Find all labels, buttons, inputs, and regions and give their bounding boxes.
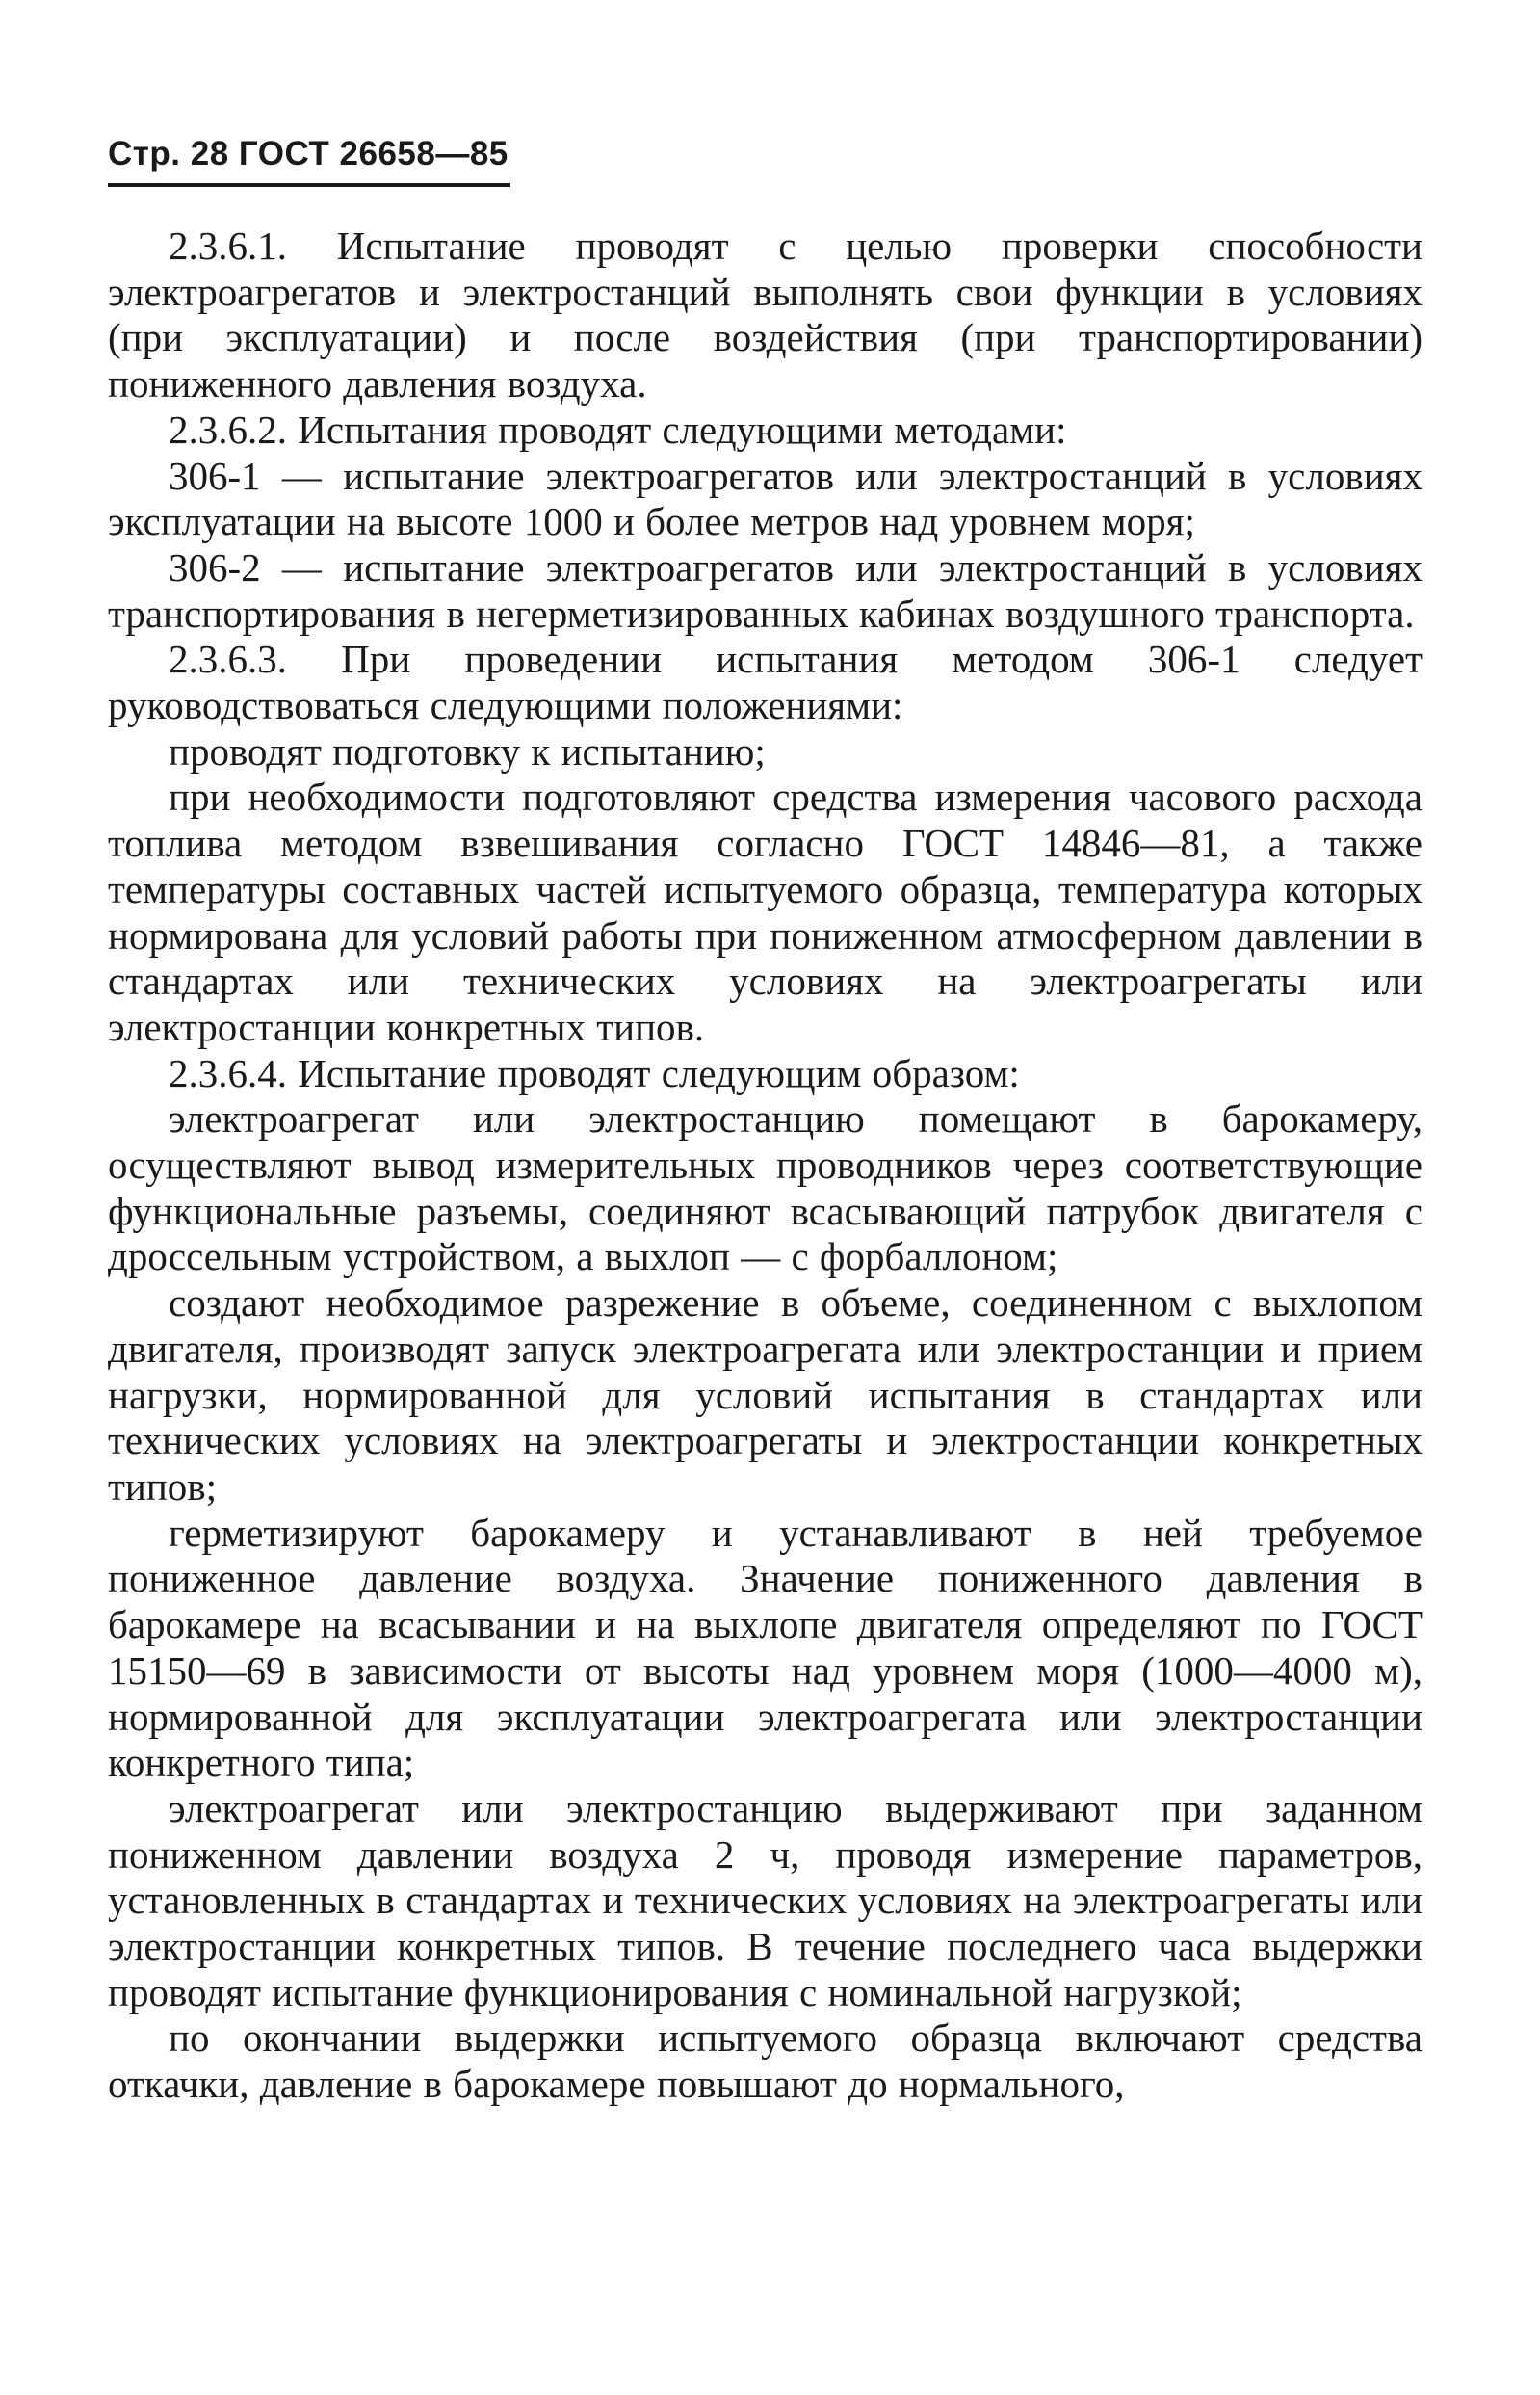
paragraph-2-3-6-4: 2.3.6.4. Испытание проводят следующим образом: (169, 1050, 1020, 1095)
paragraph-2-3-6-3: 2.3.6.3. При проведении испытания методом 306-1 следует руководствоваться следующими положениями: (108, 637, 1423, 728)
header-rule (108, 183, 510, 187)
paragraph-2-3-6-1: 2.3.6.1. Испытание проводят с целью проверки способности электроагрегатов и электростанций выполнять свои функции в условиях (при эксплуатации) и после воздействия (при транспортировании) пониженного давления воздуха. (108, 224, 1423, 407)
paragraph-measurement-means: при необходимости подготовляют средства измерения часового расхода топлива методом взвешивания согласно ГОСТ 14846—81, а также температуры составных частей испытуемого образца, температура которых нормирована для условий работы при пониженном атмосферном давлении в стандартах или технических условиях на электроагрегаты или электростанции конкретных типов. (108, 775, 1423, 1049)
paragraph-sealing-pressure: герметизируют барокамеру и устанавливают в ней требуемое пониженное давление воздуха. Значение пониженного давления в барокамере на всасывании и на выхлопе двигателя определяют по ГОСТ 15150—69 в зависимости от высоты над уровнем моря (1000—4000 м), нормированной для эксплуатации электроагрегата или электростанции конкретного типа; (108, 1510, 1423, 1785)
page-header: Стр. 28 ГОСТ 26658—85 (108, 135, 509, 172)
paragraph-completion: по окончании выдержки испытуемого образца включают средства откачки, давление в барокамере повышают до нормального, (108, 2015, 1423, 2107)
paragraph-method-306-2: 306-2 — испытание электроагрегатов или электростанций в условиях транспортирования в негерметизированных кабинах воздушного транспорта. (108, 544, 1423, 636)
paragraph-vacuum-start: создают необходимое разрежение в объеме, соединенном с выхлопом двигателя, производят запуск электроагрегата или электростанции и прием нагрузки, нормированной для условий испытания в стандартах или технических условиях на электроагрегаты и электростанции конкретных типов; (108, 1280, 1423, 1509)
paragraph-method-306-1: 306-1 — испытание электроагрегатов или электростанций в условиях эксплуатации на высоте 1000 и более метров над уровнем моря; (108, 453, 1423, 544)
paragraph-preparation: проводят подготовку к испытанию; (169, 728, 766, 774)
paragraph-chamber-placement: электроагрегат или электростанцию помещают в барокамеру, осуществляют вывод измерительных проводников через соответствующие функциональные разъемы, соединяют всасывающий патрубок двигателя с дроссельным устройством, а выхлоп — с форбаллоном; (108, 1096, 1423, 1279)
document-body (108, 224, 1423, 2108)
paragraph-exposure: электроагрегат или электростанцию выдерживают при заданном пониженном давлении воздуха 2 ч, проводя измерение параметров, установленных в стандартах и технических условиях на электроагрегаты или электростанции конкретных типов. В течение последнего часа выдержки проводят испытание функционирования с номинальной нагрузкой; (108, 1785, 1423, 2014)
paragraph-2-3-6-2: 2.3.6.2. Испытания проводят следующими методами: (169, 407, 1067, 452)
